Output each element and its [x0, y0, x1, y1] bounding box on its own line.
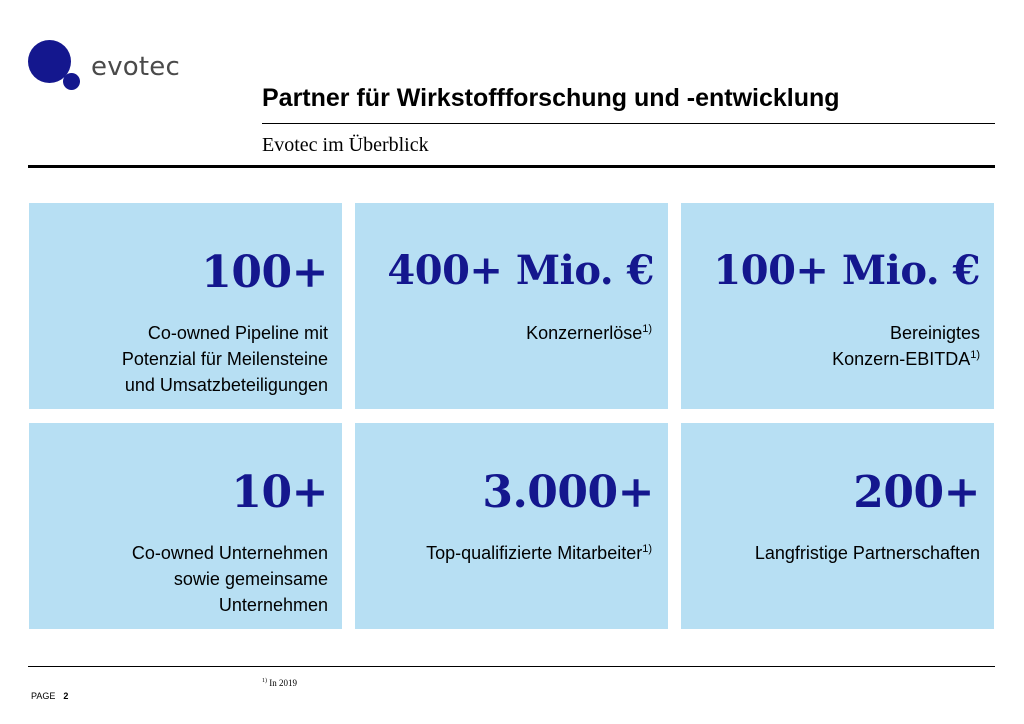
kpi-description	[362, 320, 652, 346]
kpi-value: 10+	[231, 467, 328, 518]
kpi-value: 100+ Mio. €	[713, 247, 980, 294]
kpi-description	[38, 320, 328, 398]
kpi-desc-line: Langfristige Partnerschaften	[754, 543, 980, 563]
page-title: Partner für Wirkstoffforschung und -entwicklung	[262, 84, 840, 112]
kpi-tile-ebitda	[681, 203, 994, 409]
kpi-desc-line: sowie gemeinsame	[173, 569, 328, 589]
kpi-desc-line: Konzernerlöse	[526, 323, 643, 343]
kpi-value: 3.000+	[482, 467, 654, 518]
page-subtitle: Evotec im Überblick	[262, 134, 429, 156]
kpi-value: 200+	[853, 467, 980, 518]
kpi-tile-revenue	[355, 203, 668, 409]
kpi-desc-line: Co-owned Pipeline mit	[147, 323, 328, 343]
kpi-desc-line: Bereinigtes	[889, 323, 980, 343]
footnote-mark: 1)	[262, 678, 267, 684]
kpi-desc-line: Top-qualifizierte Mitarbeiter	[426, 543, 643, 563]
kpi-tile-companies	[29, 423, 342, 629]
page-label: PAGE	[31, 691, 56, 701]
kpi-description	[38, 540, 328, 618]
footnote-ref: 1)	[642, 543, 652, 555]
kpi-description	[362, 540, 652, 566]
header-divider	[28, 165, 995, 168]
kpi-tile-employees	[355, 423, 668, 629]
footer-divider	[28, 666, 995, 667]
footnote-text: In 2019	[269, 678, 297, 688]
kpi-desc-line: Unternehmen	[218, 595, 328, 615]
kpi-description	[690, 320, 980, 372]
logo-dot-small	[63, 73, 80, 90]
title-divider	[262, 123, 995, 124]
footnote-ref: 1)	[970, 349, 980, 361]
evotec-logo	[28, 38, 188, 96]
kpi-desc-line: Co-owned Unternehmen	[131, 543, 328, 563]
page-number: 2	[63, 691, 69, 701]
kpi-value: 100+	[201, 247, 328, 298]
kpi-value: 400+ Mio. €	[387, 247, 654, 294]
kpi-description	[690, 540, 980, 566]
page-indicator	[31, 691, 68, 701]
kpi-desc-line: Potenzial für Meilensteine	[121, 349, 328, 369]
kpi-tile-pipeline	[29, 203, 342, 409]
kpi-tile-partnerships	[681, 423, 994, 629]
kpi-desc-line: Konzern-EBITDA	[832, 349, 971, 369]
kpi-desc-line: und Umsatzbeteiligungen	[124, 375, 328, 395]
footnote-ref: 1)	[642, 323, 652, 335]
footnote	[262, 678, 297, 688]
logo-wordmark: evotec	[91, 52, 180, 82]
